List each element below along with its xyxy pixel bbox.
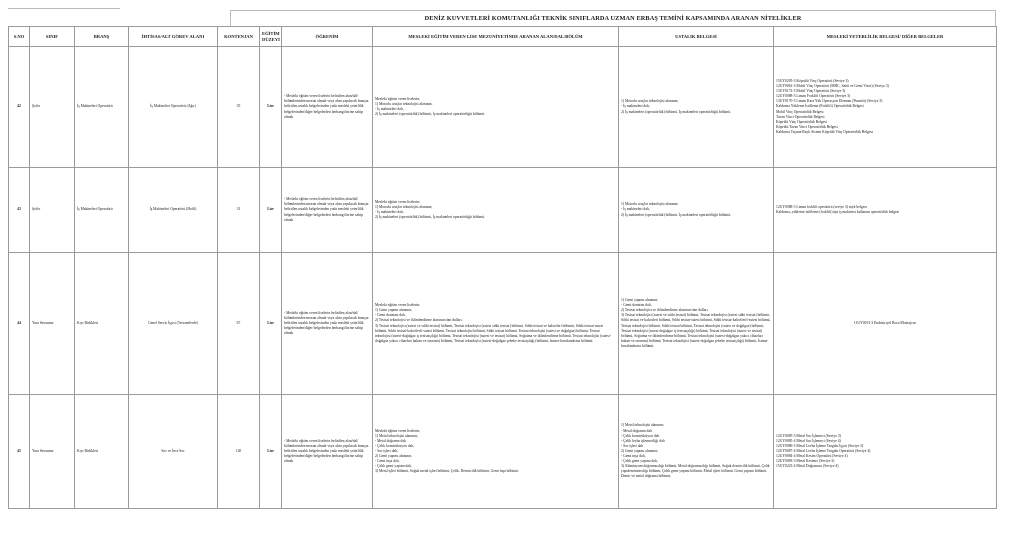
cell-sno: 44: [9, 253, 30, 395]
cell-ustalik: 1) Motorlu araçlar teknolojisi alanının; - İş makineleri dalı, 2) İş makineleri (operatörlük) bölümü, İş makineleri operatörlüğü bölümü.: [619, 168, 774, 253]
cell-ihtisas: Sac ve İnce Sac: [129, 395, 218, 509]
cell-ihtisas: İş Makineleri Operatörü (Hafif): [129, 168, 218, 253]
header-meslek-egitim: MESLEKİ EĞİTİM VEREN LİSE MEZUNİYETİNDE ARANAN ALAN/DAL/BÖLÜM: [373, 27, 619, 47]
cell-kontenjan: 35: [218, 47, 260, 168]
cell-meslek-egitim: Mesleki eğitim veren liselerin; 1) Metal teknolojisi alanının; - Metal doğrama dalı - Çelik konstrüksiyon dalı, - Sac işleri dalı, 2) Gemi yapımı alanının, - Gemi inşa dalı, - Çelik gemi yapımı dalı, 3) Metal işleri bölümü, Soğuk metal işleri bölümü, Çelik, Demircilik bölümü, Gemi inşa bölümü.: [373, 395, 619, 509]
header-yeterlilik: MESLEKİ YETERLİLİK BELGESİ/ DİĞER BELGELER: [774, 27, 997, 47]
requirements-table: [8, 26, 997, 509]
cell-brans: İş Makineleri Operatörü: [75, 168, 129, 253]
cell-ogrenim: - Mesleki eğitim veren liselerin belirtilen alan/dal/ bölümlerinden mezun olmak veya alım yapılacak branşta belirtilen ustalık belgelerinden yada mesleki yeterlilik belgelerinden/diğer belgelerden herhangi birine sahip olmak: [282, 395, 373, 509]
cell-yeterlilik: 11UY0013-3 Endüstriyel Boru Montajcısı: [774, 253, 997, 395]
table-row: [9, 395, 997, 509]
table-row: [9, 47, 997, 168]
cell-sno: 42: [9, 47, 30, 168]
cell-ustalik: 1) Metal teknolojisi alanının; - Metal doğrama dalı - Çelik konstrüksiyon dalı - Çelik levha işlemeciliği dalı - Sac işleri dalı 2) Gemi yapımı alanının; - Gemi inşa dalı, - Çelik gemi yapımı dalı, 3) Alüminyum doğramacılığı bölümü, Metal doğramacılığı bölümü, Soğuk demircilik bölümü, Çelik yapıdemirmecılığı bölümü, Çelik gemi yapımı bölümü, Metal işleri bölümü, Gemi yapımı bölümü, Demir ve metal doğrama bölümü,: [619, 395, 774, 509]
cell-meslek-egitim: Mesleki eğitim veren liselerin; 1) Gemi yapımı alanının; - Gemi donatım dalı, 2) Tesisat teknolojisi ve iklimlendirme alanının tüm dalları. 3) Tesisat teknolojisi (sutesi ve sıhhi tesisat) bölümü, Tesisat teknolojisi (sutesi sıhhi tesisat) bölümü, Sıhhi tesisat ve kaloriferi bölümü, Sıhhi tesisat-sutesi bölümü, Sıhhi tesisat-kaloriferfi-sutesi bölümü, Tesisat teknolojisi bölümü, Sıhhi tesisat bölümü, Tesisat teknolojisi (sutesi ve doğalgaz) bölümü, Tesisat teknolojisi (sutesi-doğalgaz iç tesisatçılığı) bölümü, Tesisat teknolojisi (sutesi ve tesisat) bölümü, Soğutma ve iklimlendirme bölümü, Tesisat teknolojisi (sutesi-doğalgaz yakıcı cihazları bakım ve onarımı) bölümü, Tesisat teknolojisi (sutesi-doğalgaz şebeke tesisatçılığı) bölümü, Isıtma-havalandırma bölümü.: [373, 253, 619, 395]
header-brans: BRANŞ: [75, 27, 129, 47]
page-title: DENİZ KUVVETLERİ KOMUTANLIĞI TEKNİK SINIFLARDA UZMAN ERBAŞ TEMİNİ KAPSAMINDA ARANAN NİTELİKLER: [230, 10, 996, 26]
top-rule: [8, 8, 120, 9]
cell-ogrenim: - Mesleki eğitim veren liselerin belirtilen alan/dal/ bölümlerinden mezun olmak veya alım yapılacak branşta belirtilen ustalık belgelerinden yada mesleki yeterlilik belgelerinden/diğer belgelerden herhangi birine sahip olmak: [282, 253, 373, 395]
cell-yeterlilik: 12UY0088-3 Liman forklift operatörü (seviye 3) myk belgesi Kaldırma–yükleme-istifleme (forklift) tipi iş makinesi kullanım operatörlük belgesi: [774, 168, 997, 253]
cell-egitim: Lise: [260, 395, 282, 509]
header-ustalik: USTALIK BELGESİ: [619, 27, 774, 47]
cell-ustalik: 1) Motorlu araçlar teknolojisi alanının; - İş makineleri dalı, 2) İş makineleri (operatörlük) bölümü, İş makineleri operatörlüğü bölümü.: [619, 47, 774, 168]
cell-meslek-egitim: Mesleki eğitim veren liselerin; 1) Motorlu araçlar teknolojisi alanının; - İş makineleri dalı, 2) İş makineleri (operatörlük) bölümü, İş makineleri operatörlüğü bölümü.: [373, 47, 619, 168]
cell-sno: 43: [9, 168, 30, 253]
table-row: [9, 168, 997, 253]
cell-ihtisas: Genel Servis İşçisi (Tersanelerde): [129, 253, 218, 395]
cell-ustalik: 1) Gemi yapımı alanının; - Gemi donatım dalı, 2) Tesisat teknolojisi ve iklimlendirme alanının tüm dalları. 3) Tesisat teknolojisi (sutesi ve sıhhi tesisat) bölümü, Tesisat teknolojisi (sutesi sıhhi tesisat) bölümü, Sıhhi tesisat ve kaloriferi bölümü, Sıhhi tesisat-sutesi bölümü, Sıhhi tesisat-kaloriferfi-sutesi bölümü, Tesisat teknolojisi bölümü, Sıhhi tesisat bölümü, Tesisat teknolojisi (sutesi ve doğalgaz) bölümü, Tesisat teknolojisi (sutesi-doğalgaz iç tesisatçılığı) bölümü, Tesisat teknolojisi (sutesi ve tesisat) bölümü, Soğutma ve iklimlendirme bölümü, Tesisat teknolojisi (sutesi-doğalgaz yakıcı cihazları bakım ve onarımı) bölümü, Tesisat teknolojisi (sutesi-doğalgaz şebeke tesisatçılığı) bölümü, Isıtma-havalandırma bölümü.: [619, 253, 774, 395]
cell-ogrenim: - Mesleki eğitim veren liselerin belirtilen alan/dal/ bölümlerinden mezun olmak veya alım yapılacak branşta belirtilen ustalık belgelerinden yada mesleki yeterlilik belgelerinden/diğer belgelerden herhangi birine sahip olmak: [282, 168, 373, 253]
cell-sinif: Şoför: [30, 168, 75, 253]
cell-sinif: Yara Savunma: [30, 395, 75, 509]
cell-sinif: Yara Savunma: [30, 253, 75, 395]
header-ihtisas: İHTİSAS/ALT GÖREV ALANI: [129, 27, 218, 47]
header-sinif: SINIF: [30, 27, 75, 47]
cell-yeterlilik: 15UY0205-3 Köprülü Vinç Operatörü (Seviye 3) 12UY0061-3 Mobil Vinç Operatörü (MHC, Sabit ve Gemi Vinci) (Seviye 3) 13UY0172-3 Mobil Vinç Operatörü (Seviye 3) 12UY0088-3 Liman Forklift Operatörü (Seviye 3) 13UY0170-3 Liman Kara Yük Operasyon Elemanı (Puantör) (Seviye 3) Kaldırma Yükleme İstifleme (Forklift) Operatörlük Belgesi Mobil Vinç Operatörlük Belgesi Tavan Vinci Operatörlük Belgesi Köprülü Vinç Operatörlük Belgesi Köprülü Tavan Vinci Operatörlük Belgesi Kaldırma Taşıma Raylı Sistem Köprülü Vinç Operatörlük Belgesi: [774, 47, 997, 168]
cell-kontenjan: 67: [218, 253, 260, 395]
header-egitim: EĞİTİM DÜZEYİ: [260, 27, 282, 47]
cell-meslek-egitim: Mesleki eğitim veren liselerin; 1) Motorlu araçlar teknolojisi alanının; - İş makineleri dalı, 2) İş makineleri (operatörlük) bölümü, İş makineleri operatörlüğü bölümü.: [373, 168, 619, 253]
cell-sinif: Şoför: [30, 47, 75, 168]
cell-ogrenim: - Mesleki eğitim veren liselerin belirtilen alan/dal/ bölümlerinden mezun olmak veya alım yapılacak branşta belirtilen ustalık belgelerinden yada mesleki yeterlilik belgelerinden/diğer belgelerden herhangi birine sahip olmak: [282, 47, 373, 168]
cell-sno: 45: [9, 395, 30, 509]
cell-egitim: Lise: [260, 168, 282, 253]
table-row: [9, 253, 997, 395]
cell-brans: Kıyı Birlikleri: [75, 395, 129, 509]
cell-ihtisas: İş Makineleri Operatörü (Ağır): [129, 47, 218, 168]
table-header-row: [9, 27, 997, 47]
header-kontenjan: KONTENJAN: [218, 27, 260, 47]
cell-kontenjan: 31: [218, 168, 260, 253]
cell-brans: Kıyı Birlikleri: [75, 253, 129, 395]
header-sno: S.NO: [9, 27, 30, 47]
cell-kontenjan: 120: [218, 395, 260, 509]
header-ogrenim: ÖĞRENİM: [282, 27, 373, 47]
cell-egitim: Lise: [260, 47, 282, 168]
cell-egitim: Lise: [260, 253, 282, 395]
cell-brans: İş Makineleri Operatörü: [75, 47, 129, 168]
cell-yeterlilik: 12UY0085-3 Metal Sac İşlemeci (Seviye 3) 12UY0085-4 Metal Sac İşlemeci (Seviye 4) 12UY0086-3 Metal Levha İşleme Tezgahı İşçisi (Seviye 3) 12UY0087-4 Metal Levha İşleme Tezgahı Operatörü (Seviye 4) 12UY0084-4 Metal Kesim Operatörü (Seviye 4) 12UY0083-3 Metal Kesimci (Seviye 3) 15UY0223-4 Metal Doğramacı (Seviye 4): [774, 395, 997, 509]
